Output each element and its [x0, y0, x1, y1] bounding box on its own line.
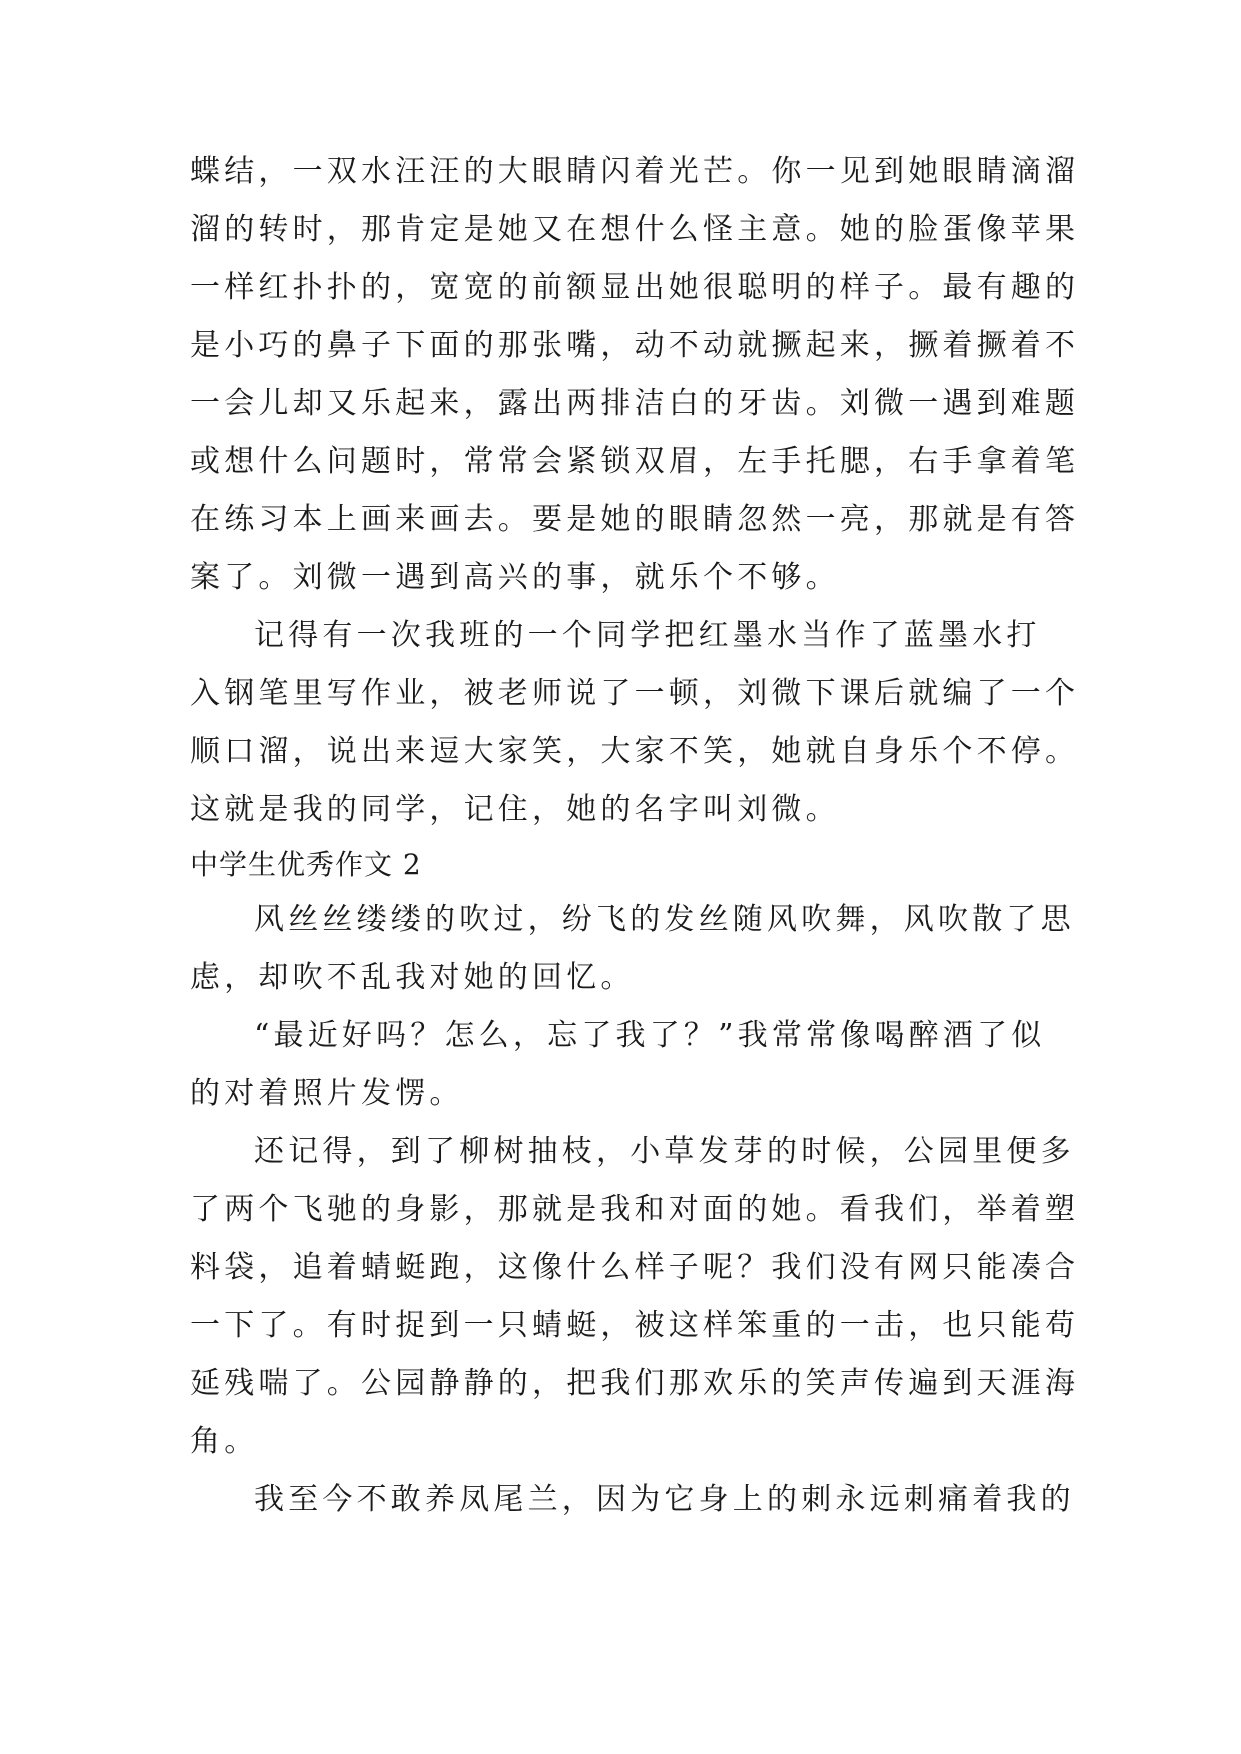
text-line: 角。	[190, 1424, 259, 1459]
paragraph-first-line: “最近好吗？怎么，忘了我了？”我常常像喝醉酒了似	[254, 1018, 1046, 1053]
text-line: 入钢笔里写作业，被老师说了一顿，刘微下课后就编了一个	[190, 676, 1080, 711]
paragraph-first-line: 记得有一次我班的一个同学把红墨水当作了蓝墨水打	[254, 618, 1041, 653]
text-line: 顺口溜，说出来逗大家笑，大家不笑，她就自身乐个不停。	[190, 734, 1080, 769]
paragraph-first-line: 还记得，到了柳树抽枝，小草发芽的时候，公园里便多	[254, 1134, 1075, 1169]
paragraph-first-line: 风丝丝缕缕的吹过，纷飞的发丝随风吹舞，风吹散了思	[254, 902, 1075, 937]
text-line: 案了。刘微一遇到高兴的事，就乐个不够。	[190, 560, 840, 595]
text-line: 或想什么问题时，常常会紧锁双眉，左手托腮，右手拿着笔	[190, 444, 1080, 479]
text-line: 是小巧的鼻子下面的那张嘴，动不动就撅起来，撅着撅着不	[190, 328, 1080, 363]
text-line: 一样红扑扑的，宽宽的前额显出她很聪明的样子。最有趣的	[190, 270, 1080, 305]
text-line: 溜的转时，那肯定是她又在想什么怪主意。她的脸蛋像苹果	[190, 212, 1080, 247]
paragraph-first-line: 我至今不敢养凤尾兰，因为它身上的刺永远刺痛着我的	[254, 1482, 1075, 1517]
text-line: 这就是我的同学，记住，她的名字叫刘微。	[190, 792, 840, 827]
text-line: 一下了。有时捉到一只蜻蜓，被这样笨重的一击，也只能苟	[190, 1308, 1080, 1343]
section-heading: 中学生优秀作文 2	[190, 848, 422, 881]
text-line: 了两个飞驰的身影，那就是我和对面的她。看我们，举着塑	[190, 1192, 1080, 1227]
text-line: 蝶结，一双水汪汪的大眼睛闪着光芒。你一见到她眼睛滴溜	[190, 154, 1080, 189]
text-line: 一会儿却又乐起来，露出两排洁白的牙齿。刘微一遇到难题	[190, 386, 1080, 421]
text-line: 延残喘了。公园静静的，把我们那欢乐的笑声传遍到天涯海	[190, 1366, 1080, 1401]
text-line: 在练习本上画来画去。要是她的眼睛忽然一亮，那就是有答	[190, 502, 1080, 537]
text-line: 的对着照片发愣。	[190, 1076, 464, 1111]
text-line: 虑，却吹不乱我对她的回忆。	[190, 960, 635, 995]
text-line: 料袋，追着蜻蜓跑，这像什么样子呢？我们没有网只能凑合	[190, 1250, 1080, 1285]
